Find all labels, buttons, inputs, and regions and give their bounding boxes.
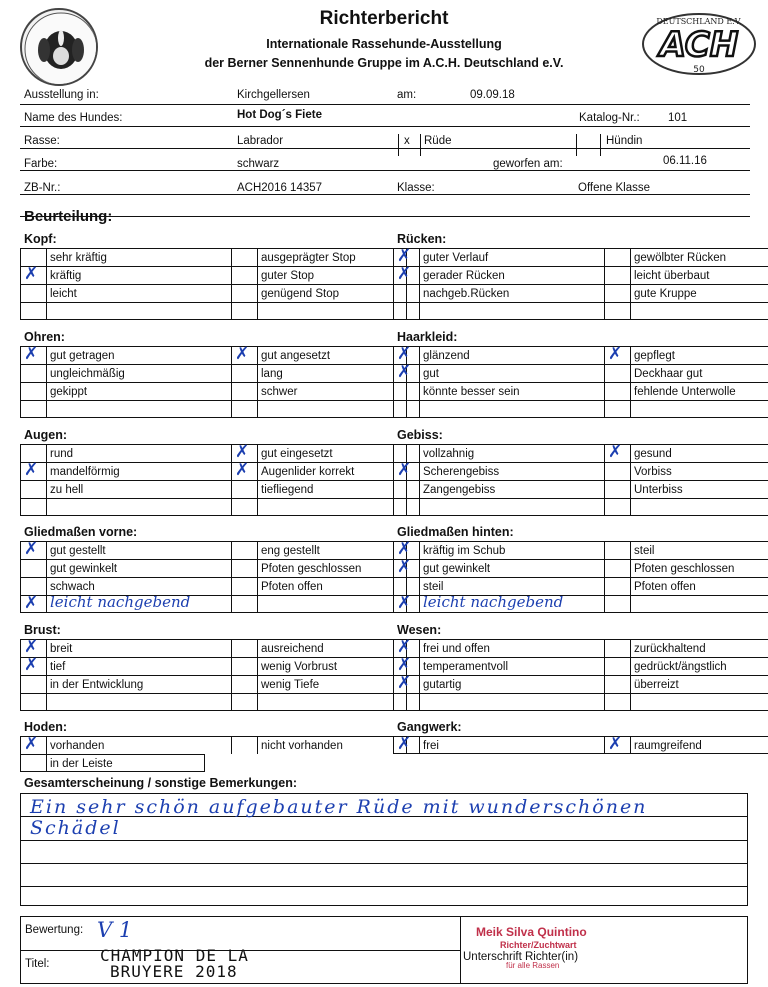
option-label: temperamentvoll: [419, 657, 604, 675]
option-label: nicht vorhanden: [257, 736, 407, 754]
option-label: ungleichmäßig: [46, 364, 231, 382]
option-label: leicht: [46, 284, 231, 302]
checkbox[interactable]: [20, 675, 46, 693]
option-label: eng gestellt: [257, 541, 407, 559]
check-mark: ✗: [24, 264, 39, 284]
option-label: zu hell: [46, 480, 231, 498]
name-label: Name des Hundes:: [24, 112, 123, 124]
subtitle-line2: der Berner Sennenhunde Gruppe im A.C.H. Deutschland e.V.: [204, 56, 564, 70]
checkbox[interactable]: [231, 693, 257, 711]
glied-vorne-handwritten: leicht nachgebend: [50, 593, 191, 611]
am-label: am:: [397, 89, 417, 101]
checkbox[interactable]: [604, 559, 630, 577]
option-label: [46, 693, 231, 711]
check-mark: ✗: [397, 557, 412, 577]
rasse-mark: x: [404, 135, 410, 147]
haarkleid-title: Haarkleid:: [397, 330, 458, 344]
checkbox[interactable]: [604, 382, 630, 400]
signature-label: Unterschrift Richter(in): [463, 951, 579, 963]
option-label: gut gewinkelt: [46, 559, 231, 577]
checkbox[interactable]: [604, 595, 630, 613]
checkbox[interactable]: [20, 754, 46, 772]
ausstellung-value[interactable]: Kirchgellersen: [237, 89, 310, 101]
checkbox[interactable]: [604, 675, 630, 693]
checkbox[interactable]: [20, 382, 46, 400]
option-label: Zangengebiss: [419, 480, 604, 498]
check-mark: ✗: [397, 673, 412, 693]
checkbox[interactable]: [231, 248, 257, 266]
option-label: [257, 302, 407, 320]
am-value[interactable]: 09.09.18: [470, 89, 515, 101]
check-mark: ✗: [608, 344, 623, 364]
checkbox[interactable]: [231, 541, 257, 559]
checkbox[interactable]: [604, 657, 630, 675]
titel-value2: BRUYERE 2018: [110, 962, 238, 981]
option-label: überreizt: [630, 675, 768, 693]
checkbox[interactable]: [604, 639, 630, 657]
ausstellung-label: Ausstellung in:: [24, 89, 99, 101]
checkbox[interactable]: [604, 480, 630, 498]
stamp-role: Richter/Zuchtwart: [500, 940, 577, 950]
option-label: gerader Rücken: [419, 266, 604, 284]
katalog-value[interactable]: 101: [668, 112, 688, 124]
option-label: gekippt: [46, 382, 231, 400]
checkbox[interactable]: [231, 577, 257, 595]
checkbox[interactable]: [231, 302, 257, 320]
ohren-title: Ohren:: [24, 330, 65, 344]
option-label: gesund: [630, 444, 768, 462]
option-label: gut angesetzt: [257, 346, 407, 364]
checkbox[interactable]: [231, 498, 257, 516]
check-mark: ✗: [397, 655, 412, 675]
huendin-label: Hündin: [606, 135, 643, 147]
checkbox[interactable]: [20, 302, 46, 320]
option-label: [46, 498, 231, 516]
stamp-sub: für alle Rassen: [506, 961, 560, 970]
checkbox[interactable]: [604, 248, 630, 266]
checkbox[interactable]: [393, 284, 419, 302]
klasse-label: Klasse:: [397, 182, 435, 194]
checkbox[interactable]: [231, 480, 257, 498]
checkbox[interactable]: [20, 559, 46, 577]
svg-text:ACH: ACH: [659, 25, 739, 65]
check-mark: ✗: [24, 655, 39, 675]
checkbox[interactable]: [20, 284, 46, 302]
wesen-title: Wesen:: [397, 623, 442, 637]
stamp-name: Meik Silva Quintino: [476, 925, 587, 939]
checkbox[interactable]: [393, 302, 419, 320]
glied-hinten-handwritten: leicht nachgebend: [423, 593, 564, 611]
checkbox[interactable]: [393, 498, 419, 516]
option-label: könnte besser sein: [419, 382, 604, 400]
subtitle-line1: Internationale Rassehunde-Ausstellung: [266, 37, 502, 51]
bewertung-label: Bewertung:: [25, 924, 84, 936]
titel-label: Titel:: [25, 958, 50, 970]
checkbox[interactable]: [231, 675, 257, 693]
check-mark: ✗: [24, 539, 39, 559]
option-label: vollzahnig: [419, 444, 604, 462]
option-label: schwer: [257, 382, 407, 400]
glied-vorne-title: Gliedmaßen vorne:: [24, 525, 138, 539]
option-label: rund: [46, 444, 231, 462]
zb-value[interactable]: ACH2016 14357: [237, 182, 323, 194]
check-mark: ✗: [397, 637, 412, 657]
option-label: Vorbiss: [630, 462, 768, 480]
check-mark: ✗: [24, 734, 39, 754]
zb-label: ZB-Nr.:: [24, 182, 61, 194]
option-label: [257, 498, 407, 516]
ruede-label: Rüde: [424, 135, 452, 147]
option-label: in der Entwicklung: [46, 675, 231, 693]
option-label: Deckhaar gut: [630, 364, 768, 382]
option-label: Unterbiss: [630, 480, 768, 498]
farbe-label: Farbe:: [24, 158, 58, 170]
option-label: gedrückt/ängstlich: [630, 657, 768, 675]
remarks-line2: Schädel: [30, 817, 121, 839]
option-label: [630, 595, 768, 613]
option-label: gute Kruppe: [630, 284, 768, 302]
checkbox[interactable]: [604, 462, 630, 480]
option-label: Pfoten offen: [630, 577, 768, 595]
geworfen-value[interactable]: 06.11.16: [663, 155, 707, 167]
checkbox[interactable]: [604, 284, 630, 302]
option-label: gutartig: [419, 675, 604, 693]
option-label: nachgeb.Rücken: [419, 284, 604, 302]
option-label: gut gewinkelt: [419, 559, 604, 577]
ach-logo: [640, 10, 758, 78]
option-label: in der Leiste: [46, 754, 205, 772]
option-label: Pfoten geschlossen: [257, 559, 407, 577]
option-label: [419, 498, 604, 516]
rasse-label: Rasse:: [24, 135, 60, 147]
option-label: [630, 302, 768, 320]
brust-title: Brust:: [24, 623, 61, 637]
augen-title: Augen:: [24, 428, 68, 442]
option-label: [46, 302, 231, 320]
option-label: steil: [419, 577, 604, 595]
checkbox[interactable]: [231, 639, 257, 657]
checkbox[interactable]: [604, 693, 630, 711]
option-label: glänzend: [419, 346, 604, 364]
option-label: breit: [46, 639, 231, 657]
gesamt-title: Gesamterscheinung / sonstige Bemerkungen:: [24, 776, 297, 790]
option-label: lang: [257, 364, 407, 382]
checkbox[interactable]: [393, 400, 419, 418]
option-label: sehr kräftig: [46, 248, 231, 266]
checkbox[interactable]: [393, 382, 419, 400]
checkbox[interactable]: [20, 498, 46, 516]
option-label: Pfoten offen: [257, 577, 407, 595]
option-label: Augenlider korrekt: [257, 462, 407, 480]
option-label: wenig Tiefe: [257, 675, 407, 693]
check-mark: ✗: [397, 264, 412, 284]
check-mark: ✗: [235, 442, 250, 462]
checkbox[interactable]: [20, 364, 46, 382]
option-label: wenig Vorbrust: [257, 657, 407, 675]
farbe-value[interactable]: schwarz: [237, 158, 280, 170]
check-mark: ✗: [397, 593, 412, 613]
remarks-line1: Ein sehr schön aufgebauter Rüde mit wunderschönen: [30, 796, 648, 818]
check-mark: ✗: [235, 344, 250, 364]
gangwerk-title: Gangwerk:: [397, 720, 462, 734]
check-mark: ✗: [397, 246, 412, 266]
check-mark: ✗: [397, 734, 412, 754]
glied-hinten-title: Gliedmaßen hinten:: [397, 525, 514, 539]
check-mark: ✗: [24, 344, 39, 364]
check-mark: ✗: [397, 362, 412, 382]
option-label: Scherengebiss: [419, 462, 604, 480]
titel-value1: CHAMPION DE LA: [100, 946, 249, 965]
katalog-label: Katalog-Nr.:: [579, 112, 640, 124]
option-label: kräftig im Schub: [419, 541, 604, 559]
check-mark: ✗: [24, 460, 39, 480]
option-label: fehlende Unterwolle: [630, 382, 768, 400]
gebiss-title: Gebiss:: [397, 428, 443, 442]
option-label: tief: [46, 657, 231, 675]
option-label: gut: [419, 364, 604, 382]
option-label: schwach: [46, 577, 231, 595]
check-mark: ✗: [608, 442, 623, 462]
option-label: [630, 498, 768, 516]
option-label: guter Stop: [257, 266, 407, 284]
checkbox[interactable]: [20, 480, 46, 498]
option-label: gepflegt: [630, 346, 768, 364]
option-label: [46, 400, 231, 418]
checkbox[interactable]: [604, 400, 630, 418]
checkbox[interactable]: [231, 595, 257, 613]
checkbox[interactable]: [231, 266, 257, 284]
option-label: [419, 400, 604, 418]
check-mark: ✗: [24, 593, 39, 613]
option-label: raumgreifend: [630, 736, 768, 754]
check-mark: ✗: [235, 460, 250, 480]
checkbox[interactable]: [604, 498, 630, 516]
option-label: ausgeprägter Stop: [257, 248, 407, 266]
option-label: tiefliegend: [257, 480, 407, 498]
option-label: [419, 302, 604, 320]
rasse-value[interactable]: Labrador: [237, 135, 284, 147]
checkbox[interactable]: [231, 657, 257, 675]
checkbox[interactable]: [231, 364, 257, 382]
option-label: gut eingesetzt: [257, 444, 407, 462]
checkbox[interactable]: [231, 559, 257, 577]
checkbox[interactable]: [231, 284, 257, 302]
klasse-value[interactable]: Offene Klasse: [578, 182, 651, 194]
option-label: Pfoten geschlossen: [630, 559, 768, 577]
checkbox[interactable]: [231, 382, 257, 400]
checkbox[interactable]: [604, 302, 630, 320]
option-label: genügend Stop: [257, 284, 407, 302]
option-label: [630, 400, 768, 418]
checkbox[interactable]: [231, 736, 257, 754]
checkbox[interactable]: [20, 400, 46, 418]
checkbox[interactable]: [231, 400, 257, 418]
geworfen-label: geworfen am:: [493, 158, 563, 170]
option-label: [630, 693, 768, 711]
option-label: zurückhaltend: [630, 639, 768, 657]
check-mark: ✗: [24, 637, 39, 657]
option-label: [419, 693, 604, 711]
checkbox[interactable]: [604, 266, 630, 284]
checkbox[interactable]: [604, 577, 630, 595]
option-label: gewölbter Rücken: [630, 248, 768, 266]
option-label: frei: [419, 736, 604, 754]
option-label: [257, 400, 407, 418]
check-mark: ✗: [397, 344, 412, 364]
option-label: ausreichend: [257, 639, 407, 657]
option-label: gut gestellt: [46, 541, 231, 559]
check-mark: ✗: [608, 734, 623, 754]
svg-text:50: 50: [693, 65, 705, 75]
option-label: kräftig: [46, 266, 231, 284]
option-label: vorhanden: [46, 736, 231, 754]
page-title: Richterbericht: [319, 8, 449, 29]
kopf-title: Kopf:: [24, 232, 57, 246]
name-value[interactable]: Hot Dog´s Fiete: [237, 109, 322, 121]
option-label: frei und offen: [419, 639, 604, 657]
option-label: [257, 595, 407, 613]
svg-text:DEUTSCHLAND E.V.: DEUTSCHLAND E.V.: [656, 17, 742, 26]
option-label: mandelförmig: [46, 462, 231, 480]
ruecken-title: Rücken:: [397, 232, 447, 246]
checkbox[interactable]: [604, 541, 630, 559]
checkbox[interactable]: [20, 693, 46, 711]
hoden-title: Hoden:: [24, 720, 68, 734]
option-label: guter Verlauf: [419, 248, 604, 266]
option-label: steil: [630, 541, 768, 559]
option-label: gut getragen: [46, 346, 231, 364]
check-mark: ✗: [397, 539, 412, 559]
option-label: leicht überbaut: [630, 266, 768, 284]
checkbox[interactable]: [393, 693, 419, 711]
checkbox[interactable]: [393, 480, 419, 498]
beurteilung-title: Beurteilung:: [24, 208, 113, 225]
bewertung-value: V 1: [97, 918, 133, 942]
option-label: [257, 693, 407, 711]
check-mark: ✗: [397, 460, 412, 480]
checkbox[interactable]: [604, 364, 630, 382]
